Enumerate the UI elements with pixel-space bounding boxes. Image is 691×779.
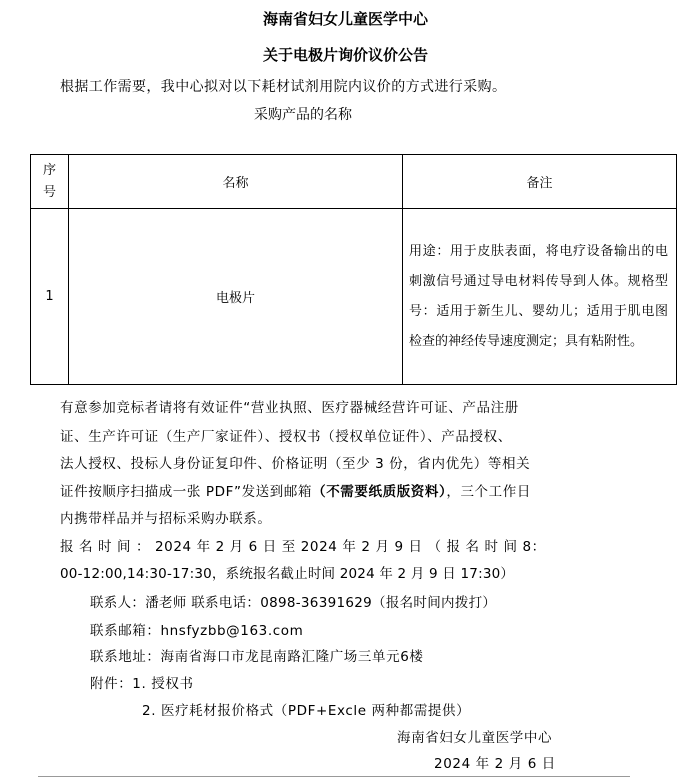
header-remark: 备注 bbox=[403, 155, 677, 209]
header-name: 名称 bbox=[69, 155, 403, 209]
signature-date: 2024 年 2 月 6 日 bbox=[434, 756, 556, 772]
notice-line-4-text: 证件按顺序扫描成一张 PDF”发送到邮箱 bbox=[60, 484, 313, 500]
notice-line-1: 有意参加竞标者请将有效证件“营业执照、医疗器械经营许可证、产品注册 bbox=[60, 400, 519, 416]
registration-line-2: 00-12:00,14:30-17:30，系统报名截止时间 2024 年 2 月 9 日 17:30） bbox=[60, 566, 515, 582]
notice-line-2: 证、生产许可证（生产厂家证件）、授权书（授权单位证件）、产品授权、 bbox=[60, 429, 512, 445]
registration-line-1: 报 名 时 间 ： 2024 年 2 月 6 日 至 2024 年 2 月 9 日 （ 报 名 时 间 8： bbox=[60, 539, 546, 555]
intro-paragraph: 根据工作需要，我中心拟对以下耗材试剂用院内议价的方式进行采购。 bbox=[60, 79, 507, 95]
table-header-row bbox=[31, 155, 677, 209]
subheading: 采购产品的名称 bbox=[254, 107, 352, 123]
notice-line-4-tail: ，三个工作日 bbox=[446, 484, 531, 500]
contact-person: 联系人：潘老师 联系电话：0898-36391629（报名时间内拨打） bbox=[90, 595, 497, 611]
attachment-1: 附件：1. 授权书 bbox=[90, 676, 194, 692]
contact-email: 联系邮箱：hnsfyzbb@163.com bbox=[90, 623, 304, 639]
notice-line-3: 法人授权、投标人身份证复印件、价格证明（至少 3 份，省内优先）等相关 bbox=[60, 456, 531, 472]
row-seq: 1 bbox=[31, 209, 69, 385]
header-seq bbox=[31, 155, 69, 209]
org-heading: 海南省妇女儿童医学中心 bbox=[262, 10, 428, 28]
page-bottom-divider bbox=[38, 776, 630, 777]
signature-org: 海南省妇女儿童医学中心 bbox=[397, 730, 553, 746]
header-seq-line1: 序 bbox=[42, 162, 56, 178]
notice-line-4 bbox=[60, 480, 531, 500]
page-title: 关于电极片询价议价公告 bbox=[262, 46, 428, 64]
table-row bbox=[31, 209, 677, 385]
notice-no-paper: （不需要纸质版资料） bbox=[312, 484, 447, 500]
header-seq-line2: 号 bbox=[42, 184, 56, 200]
contact-address: 联系地址：海南省海口市龙昆南路汇隆广场三单元6楼 bbox=[90, 649, 424, 665]
product-table bbox=[30, 154, 677, 385]
row-remark: 用途：用于皮肤表面，将电疗设备输出的电刺激信号通过导电材料传导到人体。规格型号：适用于新生儿、婴幼儿；适用于肌电图检查的神经传导速度测定；具有粘附性。 bbox=[403, 209, 677, 385]
row-name: 电极片 bbox=[69, 209, 403, 385]
notice-line-5: 内携带样品并与招标采购办联系。 bbox=[60, 511, 272, 527]
attachment-2: 2. 医疗耗材报价格式（PDF+Excle 两种都需提供） bbox=[142, 703, 471, 719]
